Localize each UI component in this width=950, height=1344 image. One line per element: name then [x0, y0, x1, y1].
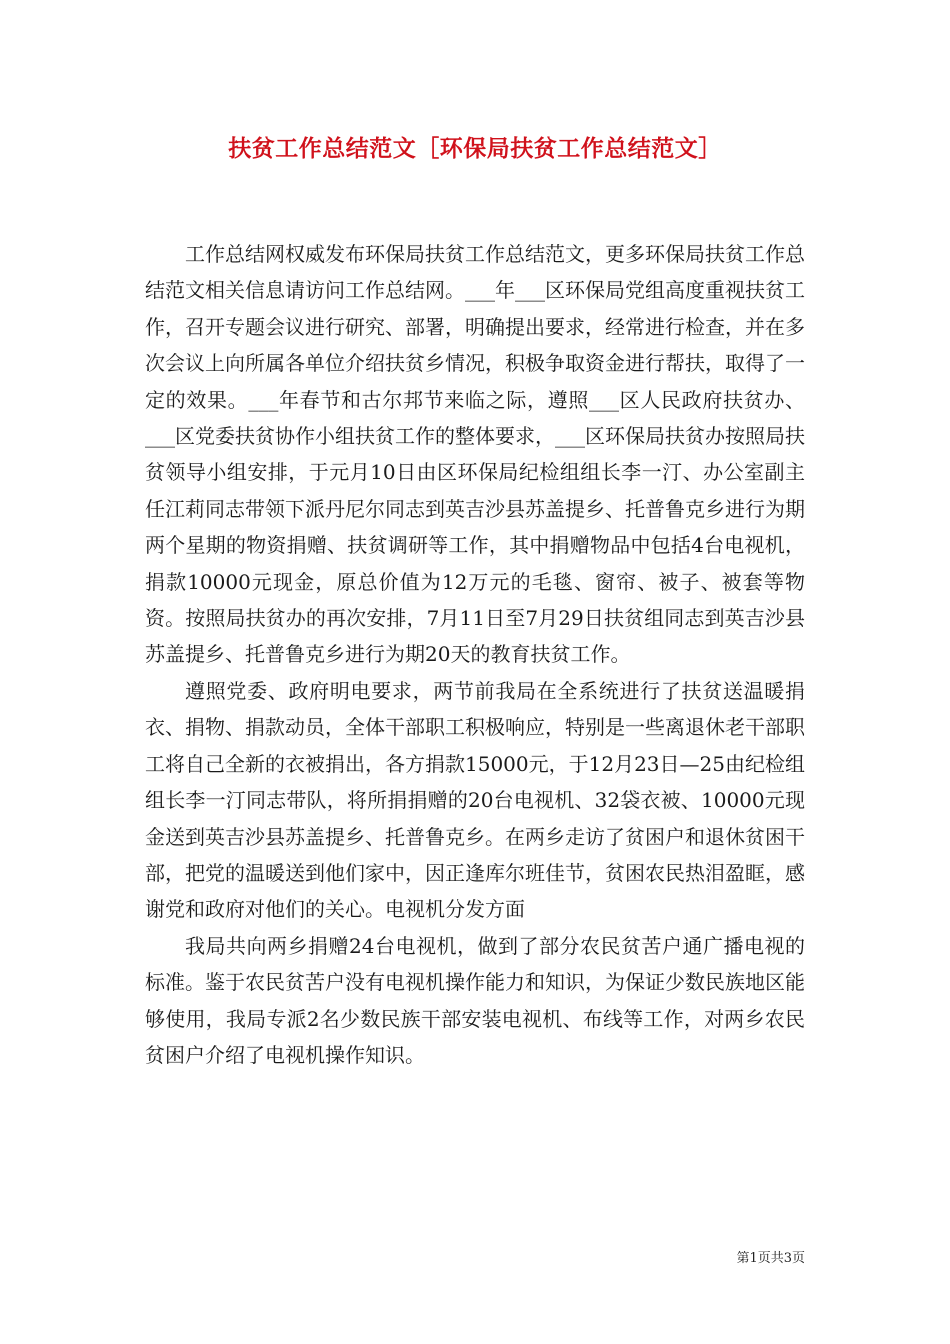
document-title: 扶贫工作总结范文［环保局扶贫工作总结范文］ — [228, 135, 722, 162]
document-body — [145, 236, 805, 1073]
paragraph: 遵照党委、政府明电要求，两节前我局在全系统进行了扶贫送温暖捐衣、捐物、捐款动员，全体干部职工积极响应，特别是一些离退休老干部职工将自己全新的衣被捐出，各方捐款15000元，于12月23日—25由纪检组组长李一汀同志带队，将所捐捐赠的20台电视机、32袋衣被、10000元现金送到英吉沙县苏盖提乡、托普鲁克乡。在两乡走访了贫困户和退休贫困干部，把党的温暖送到他们家中，因正逢库尔班佳节，贫困农民热泪盈眶，感谢党和政府对他们的关心。电视机分发方面 — [145, 678, 805, 922]
page-number: 第1页共3页 — [736, 1251, 805, 1266]
paragraph: 我局共向两乡捐赠24台电视机，做到了部分农民贫苦户通广播电视的标准。鉴于农民贫苦户没有电视机操作能力和知识，为保证少数民族地区能够使用，我局专派2名少数民族干部安装电视机、布线等工作，对两乡农民贫困户介绍了电视机操作知识。 — [145, 933, 805, 1067]
paragraph: 工作总结网权威发布环保局扶贫工作总结范文，更多环保局扶贫工作总结范文相关信息请访问工作总结网。___年___区环保局党组高度重视扶贫工作，召开专题会议进行研究、部署，明确提出要求，经常进行检查，并在多次会议上向所属各单位介绍扶贫乡情况，积极争取资金进行帮扶，取得了一定的效果。___年春节和古尔邦节来临之际，遵照___区人民政府扶贫办、___区党委扶贫协作小组扶贫工作的整体要求，___区环保局扶贫办按照局扶贫领导小组安排，于元月10日由区环保局纪检组组长李一汀、办公室副主任江莉同志带领下派丹尼尔同志到英吉沙县苏盖提乡、托普鲁克乡进行为期两个星期的物资捐赠、扶贫调研等工作，其中捐赠物品中包括4台电视机，捐款10000元现金，原总价值为12万元的毛毯、窗帘、被子、被套等物资。按照局扶贫办的再次安排，7月11日至7月29日扶贫组同志到英吉沙县苏盖提乡、托普鲁克乡进行为期20天的教育扶贫工作。 — [145, 242, 805, 667]
